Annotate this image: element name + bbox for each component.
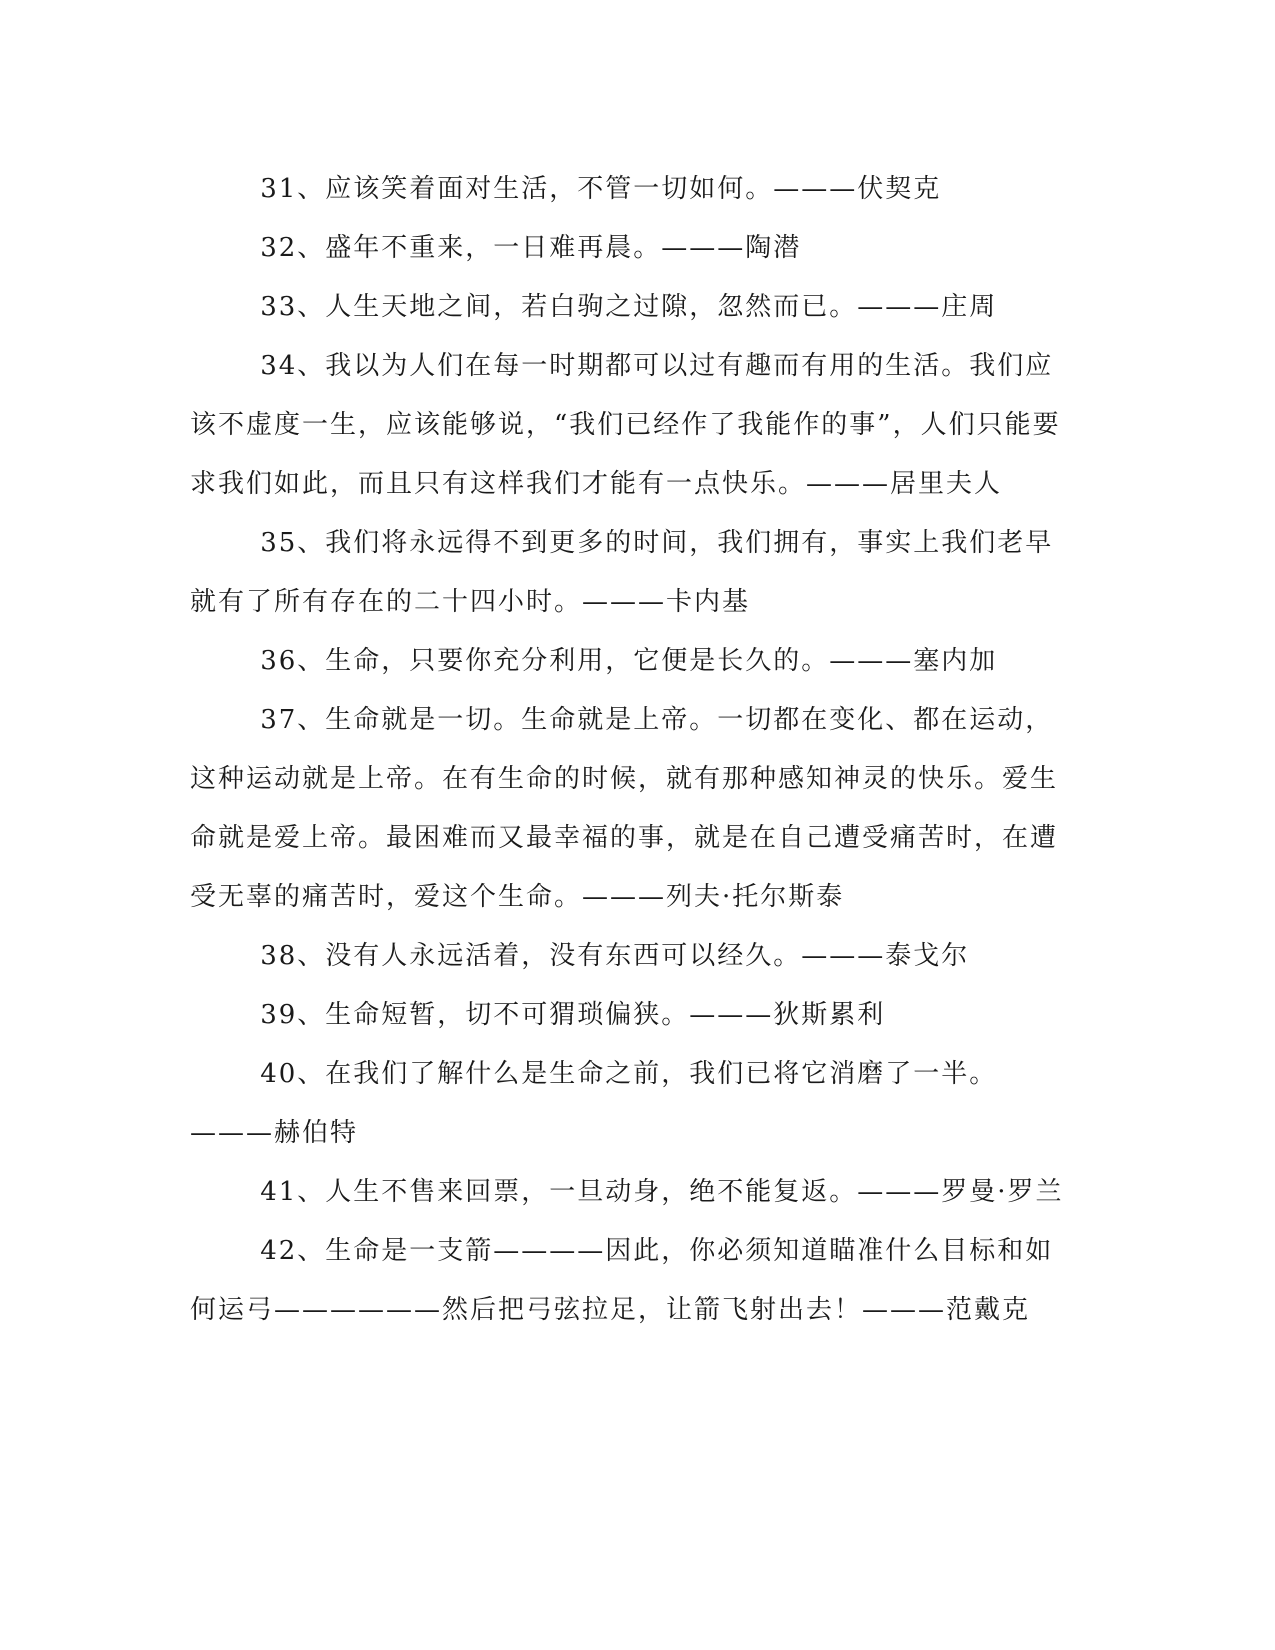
quote-34: 34、我以为人们在每一时期都可以过有趣而有用的生活。我们应该不虚度一生，应该能够说，“我们已经作了我能作的事”，人们只能要求我们如此，而且只有这样我们才能有一点快乐。———居里夫人	[190, 351, 1061, 499]
quote-37: 37、生命就是一切。生命就是上帝。一切都在变化、都在运动，这种运动就是上帝。在有生命的时候，就有那种感知神灵的快乐。爱生命就是爱上帝。最困难而又最幸福的事，就是在自己遭受痛苦时，在遭受无辜的痛苦时，爱这个生命。———列夫·托尔斯泰	[190, 705, 1059, 912]
quote-list	[190, 160, 1080, 1340]
quote-41: 41、人生不售来回票，一旦动身，绝不能复返。———罗曼·罗兰	[260, 1177, 1064, 1207]
quote-39: 39、生命短暂，切不可猬琐偏狭。———狄斯累利	[260, 1000, 886, 1030]
quote-40: 40、在我们了解什么是生命之前，我们已将它消磨了一半。———赫伯特	[190, 1059, 998, 1148]
quote-38: 38、没有人永远活着，没有东西可以经久。———泰戈尔	[260, 941, 970, 971]
quote-31: 31、应该笑着面对生活，不管一切如何。———伏契克	[260, 174, 942, 204]
quote-33: 33、人生天地之间，若白驹之过隙，忽然而已。———庄周	[260, 292, 998, 322]
quote-42: 42、生命是一支箭————因此，你必须知道瞄准什么目标和如何运弓——————然后把弓弦拉足，让箭飞射出去！———范戴克	[190, 1236, 1054, 1325]
quote-36: 36、生命，只要你充分利用，它便是长久的。———塞内加	[260, 646, 998, 676]
quote-35: 35、我们将永远得不到更多的时间，我们拥有，事实上我们老早就有了所有存在的二十四小时。———卡内基	[190, 528, 1054, 617]
quote-32: 32、盛年不重来，一日难再晨。———陶潜	[260, 233, 802, 263]
